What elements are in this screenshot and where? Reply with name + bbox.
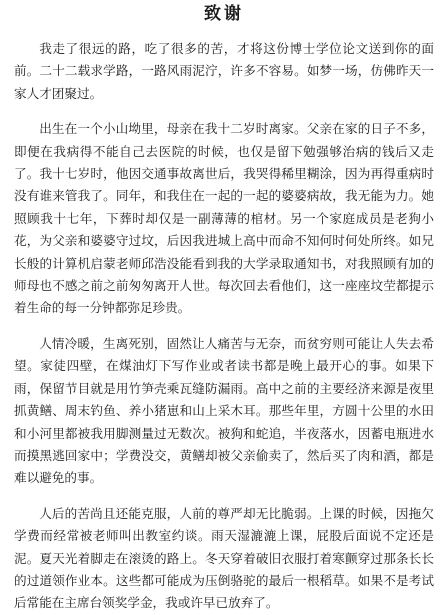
paragraph-2: 出生在一个小山坳里，母亲在我十二岁时离家。父亲在家的日子不多，即便在我病得不能自己去医院的时候，也仅是留下勉强够治病的钱后又走了。我十七岁时，他因交通事故离世后，我哭得稀里糊涂，因为再得重病时没有谁来管我了。同年，和我住在一起的一起的婆婆病故，我无能为力。她照顾我十七年，下葬时却仅是一副薄薄的棺材。另一个家庭成员是老狗小花，为父亲和婆婆守过坟，后因我进城上高中而命不知何时何处所终。如兄长般的计算机启蒙老师邱浩没能看到我的大学录取通知书，对我照顾有加的师母也不感之前之前匆匆离开人世。每次回去看他们，这一座座坟茔都提示着生命的每一分钟都弥足珍贵。 — [14, 121, 434, 316]
paragraph-4: 人后的苦尚且还能克服，人前的尊严却无比脆弱。上课的时候，因拖欠学费而经常被老师叫出教室约谈。雨天湿漉漉上课，屁股后面说不定还是泥。夏天光着脚走在滚烫的路上。冬天穿着破旧衣服打着寒颤穿过那条长长的过道领作业本。这些都可能成为压倒骆驼的最后一根稻草。如果不是考试后常能在主席台领奖学金，我或许早已放弃了。 — [14, 505, 434, 611]
paragraph-3: 人情冷暖，生离死别，固然让人痛苦与无奈，而贫穷则可能让人失去希望。家徒四壁，在煤油灯下写作业或者读书都是晚上最开心的事。如果下雨，保留节目就是用竹笋壳乘瓦缝防漏雨。高中之前的主要经济来源是夜里抓黄鳝、周末钓鱼、养小猪崽和山上采木耳。那些年里，方圆十公里的水田和小河里都被我用脚测量过无数次。被狗和蛇追，半夜落水，因蓄电瓶进水而摸黑逃回家中；学费没交，黄鳝却被父亲偷卖了，然后买了肉和酒，都是难以避免的事。 — [14, 335, 434, 486]
page-title: 致谢 — [204, 4, 244, 24]
paragraph-1: 我走了很远的路，吃了很多的苦，才将这份博士学位论文送到你的面前。二十二载求学路，一路风雨泥泞，许多不容易。如梦一场，仿佛昨天一家人才团聚过。 — [14, 41, 434, 101]
